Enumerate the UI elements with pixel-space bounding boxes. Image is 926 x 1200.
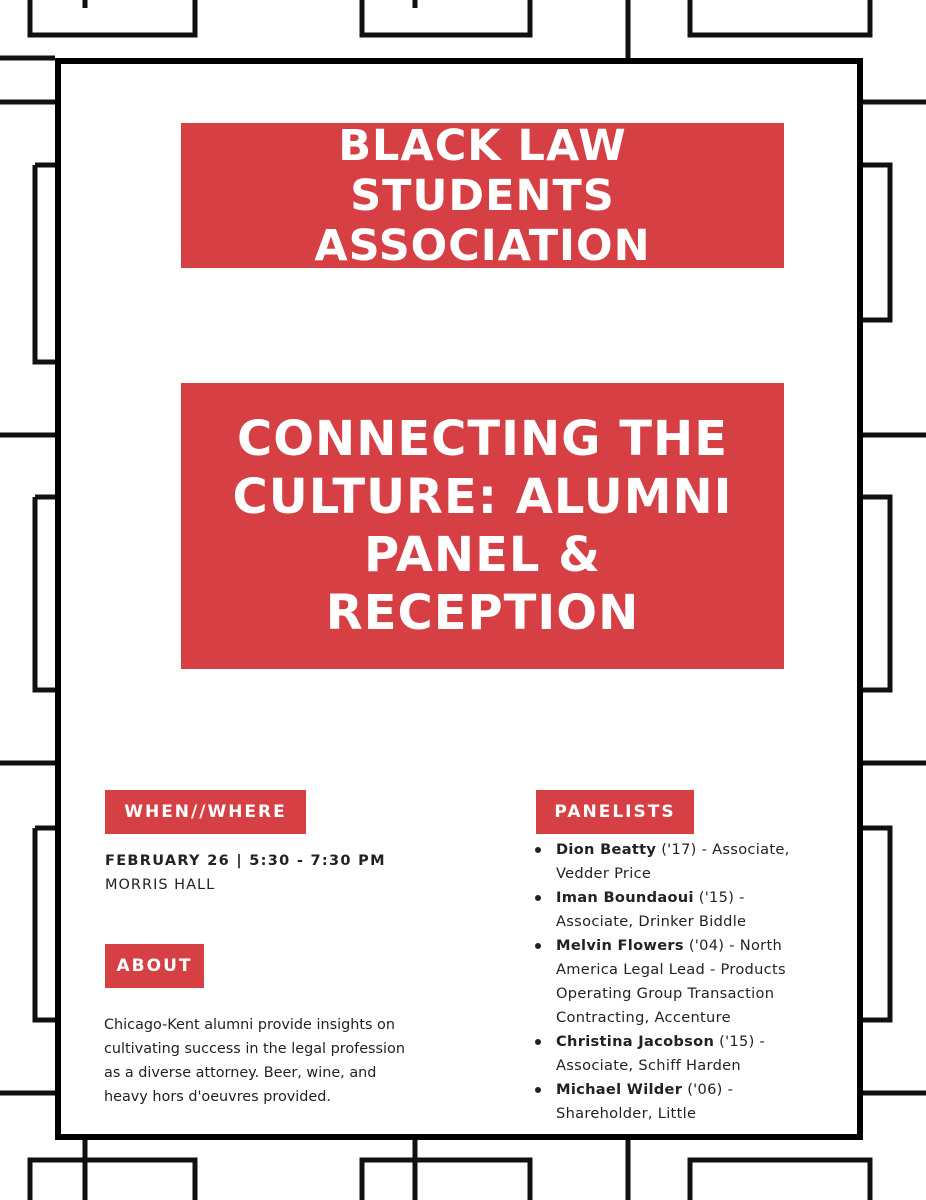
- panelist-detail: ('06) - Shareholder, Little: [556, 1081, 734, 1122]
- when-where-label: WHEN//WHERE: [105, 790, 306, 834]
- event-location: MORRIS HALL: [105, 877, 216, 893]
- panelist-name: Michael Wilder: [556, 1081, 683, 1098]
- list-item: [530, 1078, 820, 1126]
- panelist-name: Christina Jacobson: [556, 1033, 715, 1050]
- event-date-time: FEBRUARY 26 | 5:30 - 7:30 PM: [105, 853, 386, 869]
- list-item: [530, 886, 820, 934]
- list-item: [530, 838, 820, 886]
- about-label: ABOUT: [105, 944, 204, 988]
- panelist-name: Melvin Flowers: [556, 937, 684, 954]
- panelist-detail: ('15) - Associate, Drinker Biddle: [556, 889, 747, 930]
- panelists-label: PANELISTS: [536, 790, 694, 834]
- org-title: BLACK LAW STUDENTS ASSOCIATION: [181, 123, 784, 268]
- list-item: [530, 934, 820, 1030]
- panelist-detail: ('15) - Associate, Schiff Harden: [556, 1033, 766, 1074]
- panelist-detail: ('04) - North America Legal Lead - Products Operating Group Transaction Contracting, Accenture: [556, 937, 786, 1026]
- about-text: Chicago-Kent alumni provide insights on cultivating success in the legal profession as a diverse attorney. Beer, wine, and heavy hors d'oeuvres provided.: [104, 1017, 405, 1105]
- panelist-name: Dion Beatty: [556, 841, 657, 858]
- panelist-detail: ('17) - Associate, Vedder Price: [556, 841, 790, 882]
- panelist-name: Iman Boundaoui: [556, 889, 694, 906]
- panelists-list: [530, 838, 820, 1126]
- list-item: [530, 1030, 820, 1078]
- event-title: CONNECTING THE CULTURE: ALUMNI PANEL & RECEPTION: [181, 383, 784, 669]
